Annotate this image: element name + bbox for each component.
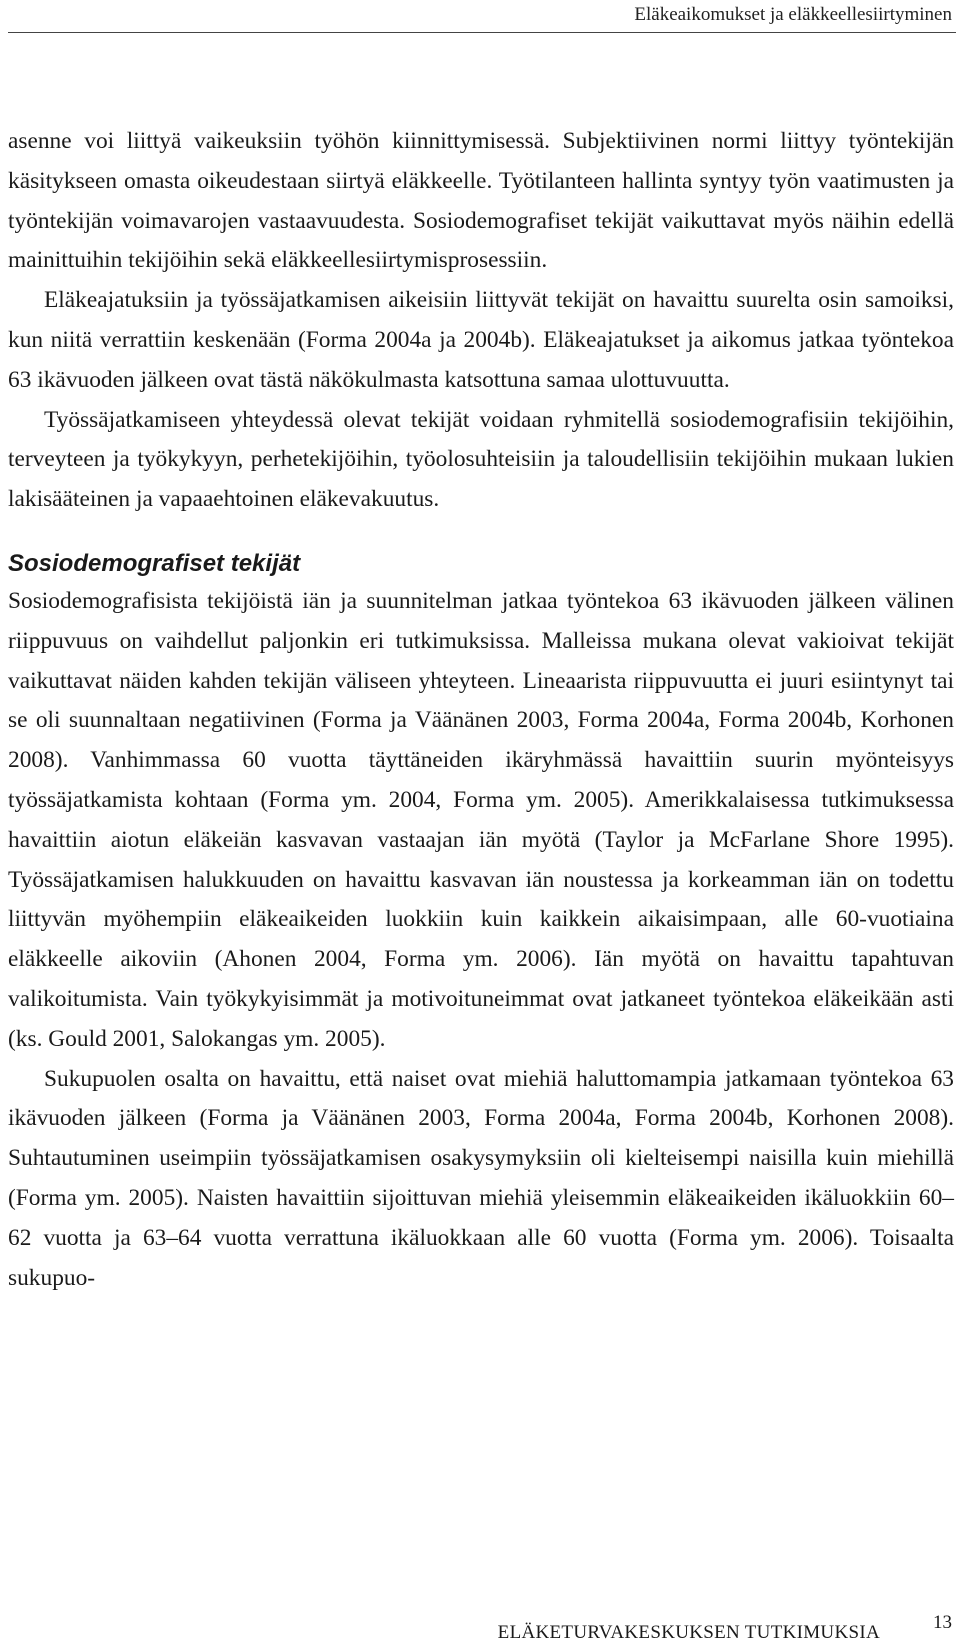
page-number: 13: [933, 1612, 952, 1633]
header-rule: [8, 32, 956, 33]
paragraph-intro-2: Eläkeajatuksiin ja työssäjatkamisen aikeisiin liittyvät tekijät on havaittu suurelta osin samoiksi, kun niitä verrattiin keskenään (Forma 2004a ja 2004b). Eläkeajatukset ja aikomus jatkaa työntekoa 63 ikävuoden jälkeen ovat tästä näkökulmasta katsottuna samaa ulottuvuutta.: [8, 287, 954, 393]
page-body: [8, 122, 954, 1298]
section-heading: Sosiodemografiset tekijät: [8, 549, 301, 577]
footer-publication-title: ELÄKETURVAKESKUKSEN TUTKIMUKSIA: [497, 1622, 880, 1643]
paragraph-section-1: Sosiodemografisista tekijöistä iän ja suunnitelman jatkaa työntekoa 63 ikävuoden jälkeen välinen riippuvuus on vaihdellut paljonkin eri tutkimuksissa. Malleissa mukana olevat vakioivat tekijät vaikuttavat näiden kahden tekijän väliseen yhteyteen. Lineaarista riippuvuutta ei juuri esiintynyt tai se oli suunnaltaan negatiivinen (Forma ja Väänänen 2003, Forma 2004a, Forma 2004b, Korhonen 2008). Vanhimmassa 60 vuotta täyttäneiden ikäryhmässä havaittiin suurin myönteisyys työssäjatkamista kohtaan (Forma ym. 2004, Forma ym. 2005). Amerikkalaisessa tutkimuksessa havaittiin aiotun eläkeiän kasvavan vastaajan iän myötä (Taylor ja McFarlane Shore 1995). Työssäjatkamisen halukkuuden on havaittu kasvavan iän noustessa ja korkeamman iän on todettu liittyvän myöhempiin eläkeaikeiden luokkiin kuin kaikkein aikaisimpaan, alle 60-vuotiaina eläkkeelle aikoviin (Ahonen 2004, Forma ym. 2006). Iän myötä on havaittu tapahtuvan valikoitumista. Vain työkykyisimmät ja motivoituneimmat ovat jatkaneet työntekoa eläkeikään asti (ks. Gould 2001, Salokangas ym. 2005).: [8, 587, 954, 1052]
paragraph-intro-1: asenne voi liittyä vaikeuksiin työhön kiinnittymisessä. Subjektiivinen normi liittyy työntekijän käsitykseen omasta oikeudestaan siirtyä eläkkeelle. Työtilanteen hallinta syntyy työn vaatimusten ja työntekijän voimavarojen vastaavuudesta. Sosiodemografiset tekijät vaikuttavat myös näihin edellä mainittuihin tekijöihin sekä eläkkeellesiirtymisprosessiin.: [8, 128, 954, 274]
paragraph-section-2: Sukupuolen osalta on havaittu, että naiset ovat miehiä haluttomampia jatkamaan työntekoa 63 ikävuoden jälkeen (Forma ja Väänänen 2003, Forma 2004a, Forma 2004b, Korhonen 2008). Suhtautuminen useimpiin työssäjatkamisen osakysymyksiin oli kielteisempi naisilla kuin miehillä (Forma ym. 2005). Naisten havaittiin sijoittuvan miehiä yleisemmin eläkeaikeiden ikäluokkiin 60–62 vuotta ja 63–64 vuotta verrattuna ikäluokkaan alle 60 vuotta (Forma ym. 2006). Toisaalta sukupuo-: [8, 1065, 954, 1291]
paragraph-intro-3: Työssäjatkamiseen yhteydessä olevat tekijät voidaan ryhmitellä sosiodemografisiin tekijöihin, terveyteen ja työkykyyn, perhetekijöihin, työolosuhteisiin ja taloudellisiin tekijöihin mukaan lukien lakisääteinen ja vapaaehtoinen eläkevakuutus.: [8, 406, 954, 513]
running-header: Eläkeaikomukset ja eläkkeellesiirtyminen: [634, 4, 952, 25]
